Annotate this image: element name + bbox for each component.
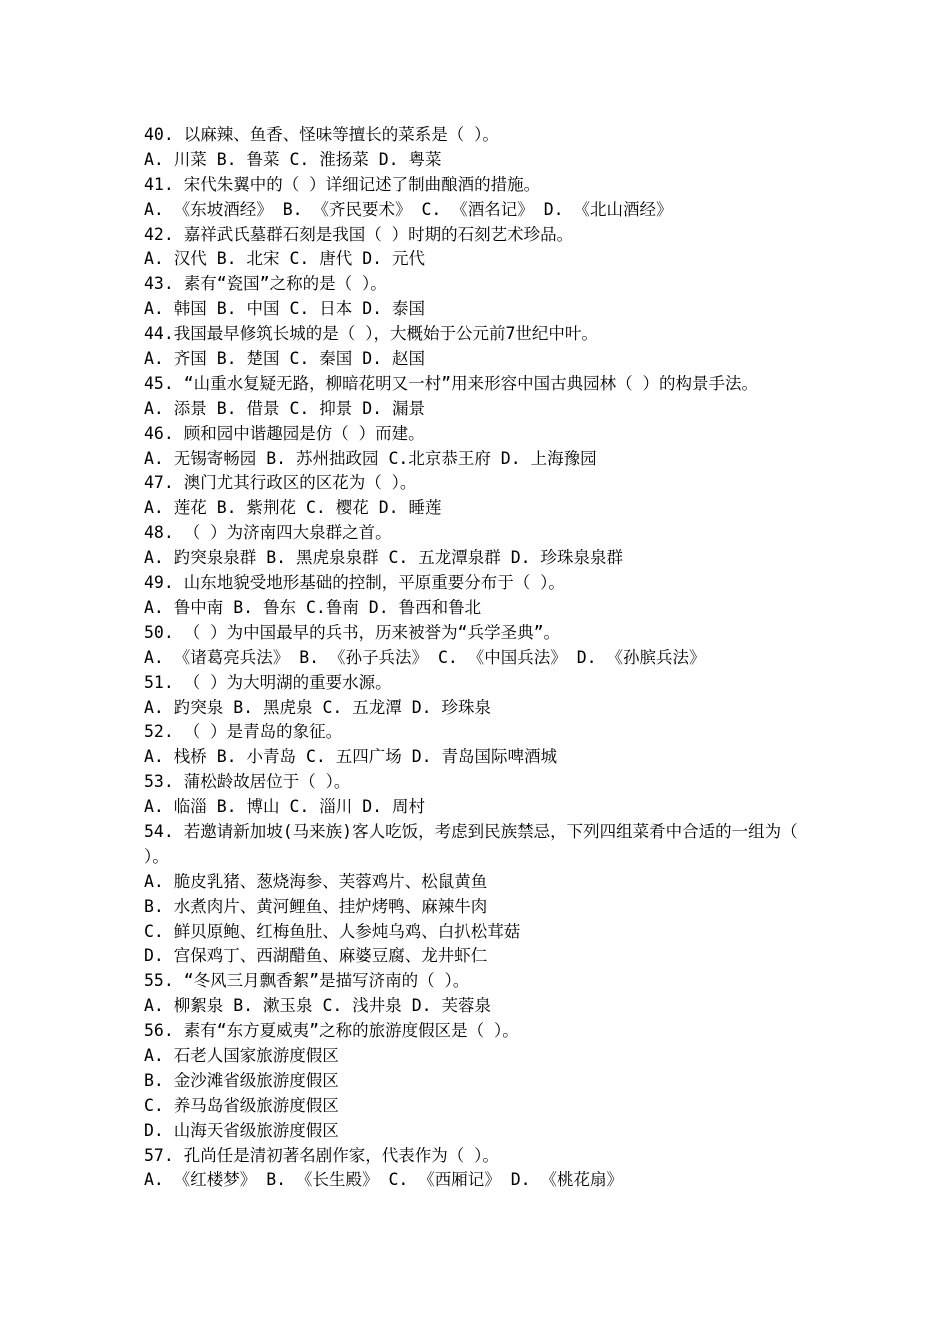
options-43: A. 韩国 B. 中国 C. 日本 D. 泰国 [144,299,426,319]
question-51: 51. （ ）为大明湖的重要水源。 [144,672,392,692]
option-56-c: C. 养马岛省级旅游度假区 [144,1095,339,1115]
question-41: 41. 宋代朱翼中的（ ）详细记述了制曲酿酒的措施。 [144,174,541,194]
option-54-b: B. 水煮肉片、黄河鲤鱼、挂炉烤鸭、麻辣牛肉 [144,896,488,916]
question-45: 45. “山重水复疑无路，柳暗花明又一村”用来形容中国古典园林（ ）的构景手法。 [144,373,759,393]
options-53: A. 临淄 B. 博山 C. 淄川 D. 周村 [144,797,426,817]
options-45: A. 添景 B. 借景 C. 抑景 D. 漏景 [144,398,426,418]
question-42: 42. 嘉祥武氏墓群石刻是我国（ ）时期的石刻艺术珍品。 [144,224,574,244]
options-44: A. 齐国 B. 楚国 C. 秦国 D. 赵国 [144,349,426,369]
options-41: A. 《东坡酒经》 B. 《齐民要术》 C. 《酒名记》 D. 《北山酒经》 [144,199,673,219]
question-44: 44.我国最早修筑长城的是（ ），大概始于公元前7世纪中叶。 [144,324,598,344]
options-55: A. 柳絮泉 B. 漱玉泉 C. 浅井泉 D. 芙蓉泉 [144,996,492,1016]
option-56-b: B. 金沙滩省级旅游度假区 [144,1070,339,1090]
question-52: 52. （ ）是青岛的象征。 [144,722,343,742]
question-54: 54. 若邀请新加坡(马来族)客人吃饭，考虑到民族禁忌，下列四组菜肴中合适的一组为（ ）。 [144,821,798,866]
question-49: 49. 山东地貌受地形基础的控制，平原重要分布于（ ）。 [144,573,565,593]
option-54-c: C. 鲜贝原鲍、红梅鱼肚、人参炖乌鸡、白扒松茸菇 [144,921,521,941]
options-47: A. 莲花 B. 紫荆花 C. 樱花 D. 睡莲 [144,498,442,518]
options-42: A. 汉代 B. 北宋 C. 唐代 D. 元代 [144,249,426,269]
question-55: 55. “冬风三月飘香絮”是描写济南的（ ）。 [144,971,470,991]
options-52: A. 栈桥 B. 小青岛 C. 五四广场 D. 青岛国际啤酒城 [144,747,558,767]
option-54-d: D. 宫保鸡丁、西湖醋鱼、麻婆豆腐、龙井虾仁 [144,946,488,966]
options-40: A. 川菜 B. 鲁菜 C. 淮扬菜 D. 粤菜 [144,149,442,169]
question-50: 50. （ ）为中国最早的兵书，历来被誉为“兵学圣典”。 [144,622,561,642]
options-49: A. 鲁中南 B. 鲁东 C.鲁南 D. 鲁西和鲁北 [144,597,482,617]
question-47: 47. 澳门尤其行政区的区花为（ ）。 [144,473,417,493]
options-46: A. 无锡寄畅园 B. 苏州拙政园 C.北京恭王府 D. 上海豫园 [144,448,597,468]
question-46: 46. 顾和园中谐趣园是仿（ ）而建。 [144,423,425,443]
options-50: A. 《诸葛亮兵法》 B. 《孙子兵法》 C. 《中国兵法》 D. 《孙膑兵法》 [144,647,706,667]
options-51: A. 趵突泉 B. 黑虎泉 C. 五龙潭 D. 珍珠泉 [144,697,492,717]
options-48: A. 趵突泉泉群 B. 黑虎泉泉群 C. 五龙潭泉群 D. 珍珠泉泉群 [144,548,624,568]
option-54-a: A. 脆皮乳猪、葱烧海参、芙蓉鸡片、松鼠黄鱼 [144,871,488,891]
document-page [144,123,814,1193]
question-53: 53. 蒲松龄故居位于（ ）。 [144,772,351,792]
question-43: 43. 素有“瓷国”之称的是（ ）。 [144,274,387,294]
question-57: 57. 孔尚任是清初著名剧作家，代表作为（ ）。 [144,1145,499,1165]
option-56-d: D. 山海天省级旅游度假区 [144,1120,339,1140]
options-57: A. 《红楼梦》 B. 《长生殿》 C. 《西厢记》 D. 《桃花扇》 [144,1170,624,1190]
question-48: 48. （ ）为济南四大泉群之首。 [144,523,392,543]
question-40: 40. 以麻辣、鱼香、怪味等擅长的菜系是（ ）。 [144,125,499,144]
option-56-a: A. 石老人国家旅游度假区 [144,1046,339,1065]
question-56: 56. 素有“东方夏威夷”之称的旅游度假区是（ ）。 [144,1021,519,1041]
